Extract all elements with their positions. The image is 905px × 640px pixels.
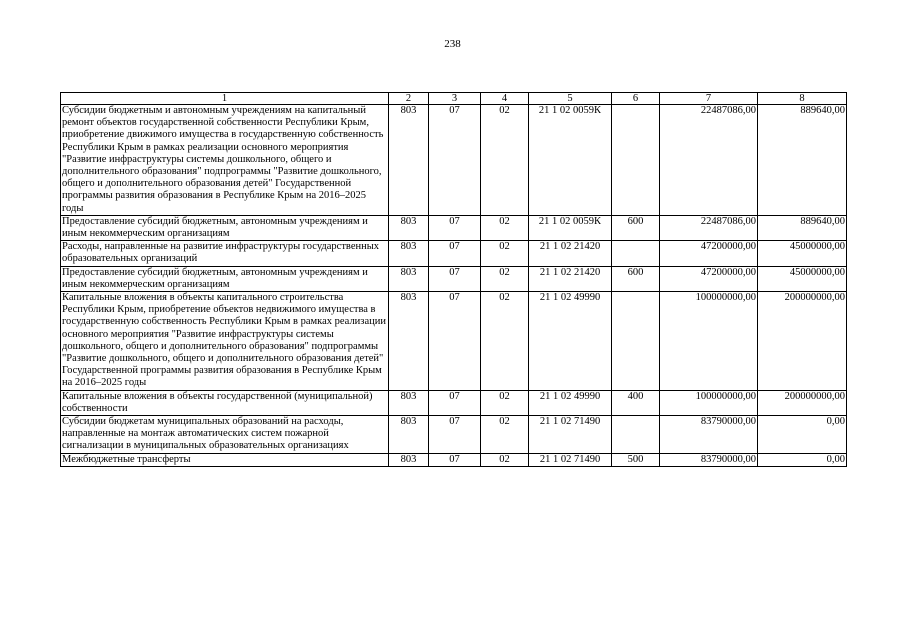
table-row — [61, 292, 847, 391]
row-description: Капитальные вложения в объекты капитального строительства Республики Крым, приобретение объектов недвижимого имущества в государственную собственность Республики Крым в рамках реализации основного мероприятия "Развитие инфраструктуры системы дошкольного, общего и дополнительного образования" подпрограммы "Развитие дошкольного, общего и дополнительного образования детей" Государственной программы развития образования в Республике Крым на 2016–2025 годы — [61, 292, 389, 391]
column-header: 5 — [529, 93, 612, 105]
target-article-code: 21 1 02 49990 — [529, 292, 612, 391]
section-code: 07 — [429, 241, 481, 266]
section-code: 07 — [429, 390, 481, 415]
budget-table — [60, 92, 847, 467]
ministry-code: 803 — [389, 215, 429, 240]
column-header: 8 — [758, 93, 847, 105]
target-article-code: 21 1 02 0059К — [529, 215, 612, 240]
expense-type-code: 600 — [612, 266, 660, 291]
column-header: 2 — [389, 93, 429, 105]
row-description: Межбюджетные трансферты — [61, 453, 389, 466]
amount-col7: 83790000,00 — [660, 416, 758, 454]
section-code: 07 — [429, 453, 481, 466]
amount-col8: 0,00 — [758, 453, 847, 466]
target-article-code: 21 1 02 21420 — [529, 241, 612, 266]
amount-col7: 100000000,00 — [660, 292, 758, 391]
ministry-code: 803 — [389, 105, 429, 216]
amount-col8: 200000000,00 — [758, 292, 847, 391]
ministry-code: 803 — [389, 266, 429, 291]
column-header: 4 — [481, 93, 529, 105]
subsection-code: 02 — [481, 292, 529, 391]
expense-type-code: 500 — [612, 453, 660, 466]
row-description: Расходы, направленные на развитие инфраструктуры государственных образовательных организаций — [61, 241, 389, 266]
subsection-code: 02 — [481, 105, 529, 216]
table-row — [61, 390, 847, 415]
ministry-code: 803 — [389, 241, 429, 266]
table-row — [61, 215, 847, 240]
target-article-code: 21 1 02 71490 — [529, 416, 612, 454]
amount-col7: 47200000,00 — [660, 266, 758, 291]
subsection-code: 02 — [481, 416, 529, 454]
amount-col7: 47200000,00 — [660, 241, 758, 266]
section-code: 07 — [429, 215, 481, 240]
amount-col7: 22487086,00 — [660, 105, 758, 216]
amount-col8: 45000000,00 — [758, 241, 847, 266]
subsection-code: 02 — [481, 215, 529, 240]
row-description: Субсидии бюджетным и автономным учреждениям на капитальный ремонт объектов государственной собственности Республики Крым, приобретение движимого имущества в государственную собственность Республики Крым в рамках реализации основного мероприятия "Развитие инфраструктуры системы дошкольного, общего и дополнительного образования" подпрограммы "Развитие дошкольного, общего и дополнительного образования детей" Государственной программы развития образования в Республике Крым на 2016–2025 годы — [61, 105, 389, 216]
page-number: 238 — [444, 38, 461, 50]
row-description: Предоставление субсидий бюджетным, автономным учреждениям и иным некоммерческим организациям — [61, 266, 389, 291]
target-article-code: 21 1 02 21420 — [529, 266, 612, 291]
column-header: 6 — [612, 93, 660, 105]
amount-col7: 83790000,00 — [660, 453, 758, 466]
section-code: 07 — [429, 105, 481, 216]
table-row — [61, 241, 847, 266]
row-description: Субсидии бюджетам муниципальных образований на расходы, направленные на монтаж автоматических систем пожарной сигнализации в муниципальных образовательных организациях — [61, 416, 389, 454]
section-code: 07 — [429, 416, 481, 454]
table-header-row — [61, 93, 847, 105]
target-article-code: 21 1 02 71490 — [529, 453, 612, 466]
amount-col8: 889640,00 — [758, 105, 847, 216]
column-header: 7 — [660, 93, 758, 105]
section-code: 07 — [429, 292, 481, 391]
subsection-code: 02 — [481, 241, 529, 266]
amount-col7: 100000000,00 — [660, 390, 758, 415]
ministry-code: 803 — [389, 292, 429, 391]
amount-col7: 22487086,00 — [660, 215, 758, 240]
target-article-code: 21 1 02 49990 — [529, 390, 612, 415]
expense-type-code — [612, 416, 660, 454]
section-code: 07 — [429, 266, 481, 291]
amount-col8: 45000000,00 — [758, 266, 847, 291]
amount-col8: 200000000,00 — [758, 390, 847, 415]
subsection-code: 02 — [481, 453, 529, 466]
column-header: 1 — [61, 93, 389, 105]
expense-type-code: 600 — [612, 215, 660, 240]
amount-col8: 889640,00 — [758, 215, 847, 240]
row-description: Капитальные вложения в объекты государственной (муниципальной) собственности — [61, 390, 389, 415]
subsection-code: 02 — [481, 390, 529, 415]
target-article-code: 21 1 02 0059К — [529, 105, 612, 216]
row-description: Предоставление субсидий бюджетным, автономным учреждениям и иным некоммерческим организациям — [61, 215, 389, 240]
table-row — [61, 105, 847, 216]
ministry-code: 803 — [389, 390, 429, 415]
ministry-code: 803 — [389, 416, 429, 454]
table-row — [61, 416, 847, 454]
table-row — [61, 453, 847, 466]
subsection-code: 02 — [481, 266, 529, 291]
table-row — [61, 266, 847, 291]
expense-type-code — [612, 241, 660, 266]
amount-col8: 0,00 — [758, 416, 847, 454]
expense-type-code: 400 — [612, 390, 660, 415]
column-header: 3 — [429, 93, 481, 105]
ministry-code: 803 — [389, 453, 429, 466]
expense-type-code — [612, 105, 660, 216]
expense-type-code — [612, 292, 660, 391]
